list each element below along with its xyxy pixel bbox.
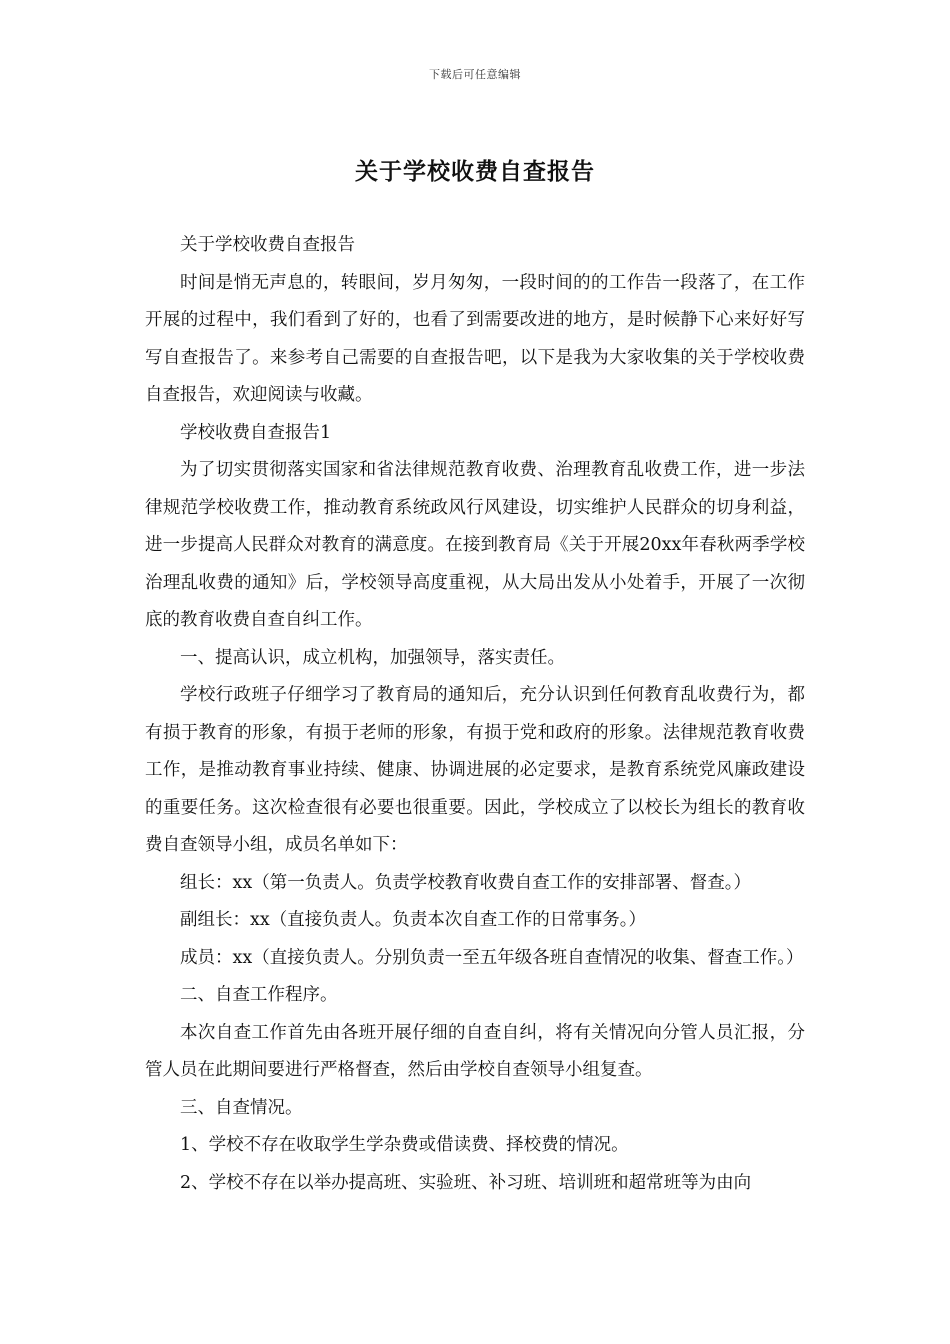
document-body [145, 227, 805, 1202]
paragraph: 学校行政班子仔细学习了教育局的通知后，充分认识到任何教育乱收费行为，都有损于教育的形象，有损于老师的形象，有损于党和政府的形象。法律规范教育收费工作，是推动教育事业持续、健康、协调进展的必定要求，是教育系统党风廉政建设的重要任务。这次检查很有必要也很重要。因此，学校成立了以校长为组长的教育收费自查领导小组，成员名单如下： [145, 685, 805, 855]
paragraph: 时间是悄无声息的，转眼间，岁月匆匆，一段时间的的工作告一段落了，在工作开展的过程中，我们看到了好的，也看了到需要改进的地方，是时候静下心来好好写写自查报告了。来参考自己需要的自查报告吧，以下是我为大家收集的关于学校收费自查报告，欢迎阅读与收藏。 [145, 272, 805, 405]
paragraph: 组长：xx（第一负责人。负责学校教育收费自查工作的安排部署、督查。） [180, 872, 751, 893]
paragraph: 一、提高认识，成立机构，加强领导，落实责任。 [180, 647, 565, 668]
paragraph: 学校收费自查报告1 [180, 422, 332, 443]
paragraph: 1、学校不存在收取学生学杂费或借读费、择校费的情况。 [180, 1135, 629, 1155]
paragraph: 为了切实贯彻落实国家和省法律规范教育收费、治理教育乱收费工作，进一步法律规范学校收费工作，推动教育系统政风行风建设，切实维护人民群众的切身利益，进一步提高人民群众对教育的满意度。在接到教育局《关于开展20xx年春秋两季学校治理乱收费的通知》后，学校领导高度重视，从大局出发从小处着手，开展了一次彻底的教育收费自查自纠工作。 [145, 460, 805, 630]
paragraph: 本次自查工作首先由各班开展仔细的自查自纠，将有关情况向分管人员汇报，分管人员在此期间要进行严格督查，然后由学校自查领导小组复查。 [145, 1022, 805, 1080]
header-note: 下载后可任意编辑 [429, 68, 521, 81]
paragraph: 关于学校收费自查报告 [180, 235, 355, 255]
paragraph: 2、学校不存在以举办提高班、实验班、补习班、培训班和超常班等为由向 [180, 1172, 752, 1193]
paragraph: 成员：xx（直接负责人。分别负责一至五年级各班自查情况的收集、督查工作。） [180, 947, 804, 968]
paragraph: 副组长：xx（直接负责人。负责本次自查工作的日常事务。） [180, 910, 646, 930]
document-title: 关于学校收费自查报告 [355, 158, 595, 185]
paragraph: 二、自查工作程序。 [180, 985, 338, 1005]
paragraph: 三、自查情况。 [180, 1097, 303, 1118]
